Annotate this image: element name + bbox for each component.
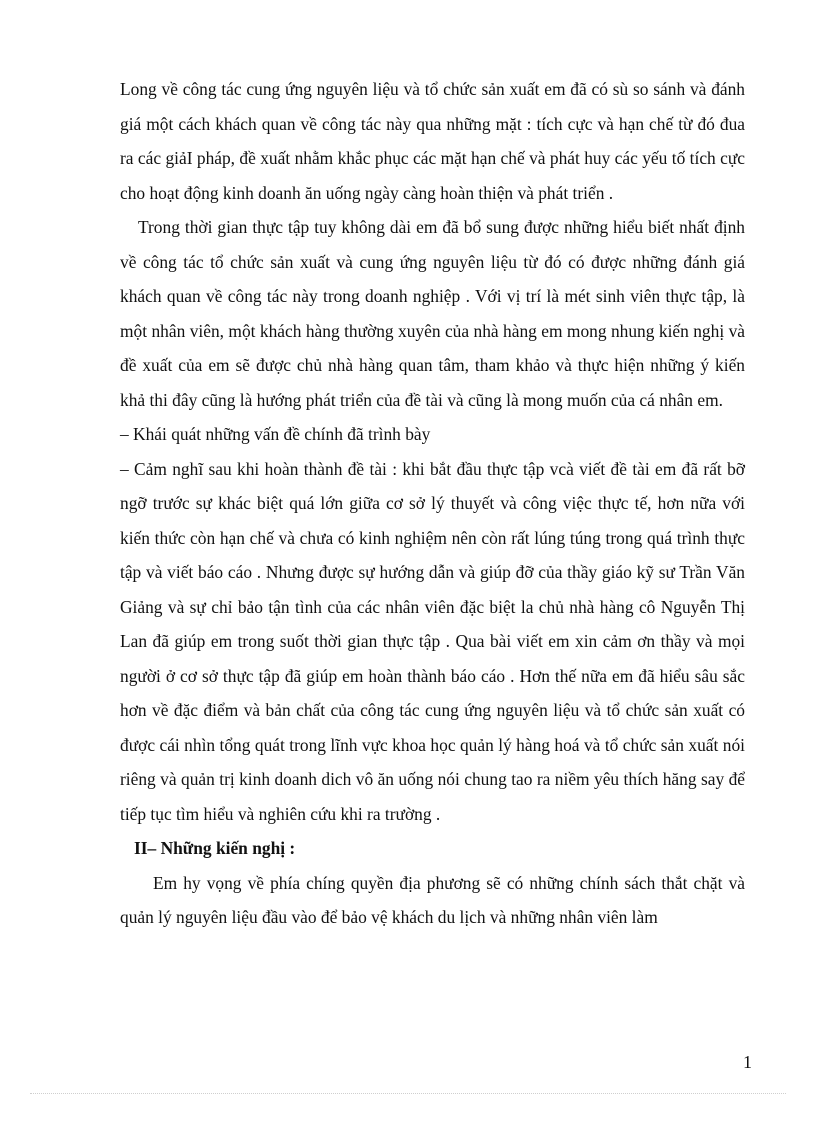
paragraph-intro: Long về công tác cung ứng nguyên liệu và tổ chức sản xuất em đã có sù so sánh và đánh giá một cách khách quan về công tác này qua những mặt : tích cực và hạn chế từ đó đua ra các giảI pháp, đề xuất nhằm khắc phục các mặt hạn chế và phát huy các yếu tố tích cực cho hoạt động kinh doanh ăn uống ngày càng hoàn thiện và phát triển .	[120, 79, 745, 203]
footer-divider	[30, 1093, 786, 1094]
paragraph-internship: Trong thời gian thực tập tuy không dài em đã bổ sung được những hiểu biết nhất định về công tác tổ chức sản xuất và cung ứng nguyên liệu từ đó có được những đánh giá khách quan về công tác này trong doanh nghiệp . Với vị trí là mét sinh viên thực tập, là một nhân viên, một khách hàng thường xuyên của nhà hàng em mong nhung kiến nghị và đề xuất của em sẽ được chủ nhà hàng quan tâm, tham khảo và thực hiện những ý kiến khả thi đây cũng là hướng phát triển của đề tài và cũng là mong muốn của cá nhân em.	[120, 217, 745, 410]
paragraph-recommendation: Em hy vọng về phía chíng quyền địa phương sẽ có những chính sách thắt chặt và quản lý nguyên liệu đầu vào để bảo vệ khách du lịch và những nhân viên làm	[120, 872, 745, 927]
bullet-summary: – Khái quát những vấn đề chính đã trình bày	[120, 424, 431, 444]
page-number: 1	[743, 1052, 752, 1072]
section-heading-recommendations: II– Những kiến nghị :	[134, 838, 296, 858]
bullet-reflection: – Cảm nghĩ sau khi hoàn thành đề tài : khi bắt đầu thực tập vcà viết đề tài em đã rất bỡ ngỡ trước sự khác biệt quá lớn giữa cơ sở lý thuyết và công việc thực tế, hơn nữa với kiến thức còn hạn chế và chưa có kinh nghiệm nên còn rất lúng túng trong quá trình thực tập và viết báo cáo . Nhưng được sự hướng dẫn và giúp đỡ của thầy giáo kỹ sư Trần Văn Giảng và sự chỉ bảo tận tình của các nhân viên đặc biệt la chủ nhà hàng cô Nguyễn Thị Lan đã giúp em trong suốt thời gian thực tập . Qua bài viết em xin cảm ơn thầy và mọi người ở cơ sở thực tập đã giúp em hoàn thành báo cáo . Hơn thế nữa em đã hiểu sâu sắc hơn về đặc điểm và bản chất của công tác cung ứng nguyên liệu và tổ chức sản xuất có được cái nhìn tổng quát trong lĩnh vực khoa học quản lý hàng hoá và tổ chức sản xuất nói riêng và quản trị kinh doanh dich vô ăn uống nói chung tao ra niềm yêu thích hăng say để tiếp tục tìm hiểu và nghiên cứu khi ra trường .	[120, 458, 745, 824]
document-page	[120, 72, 745, 935]
